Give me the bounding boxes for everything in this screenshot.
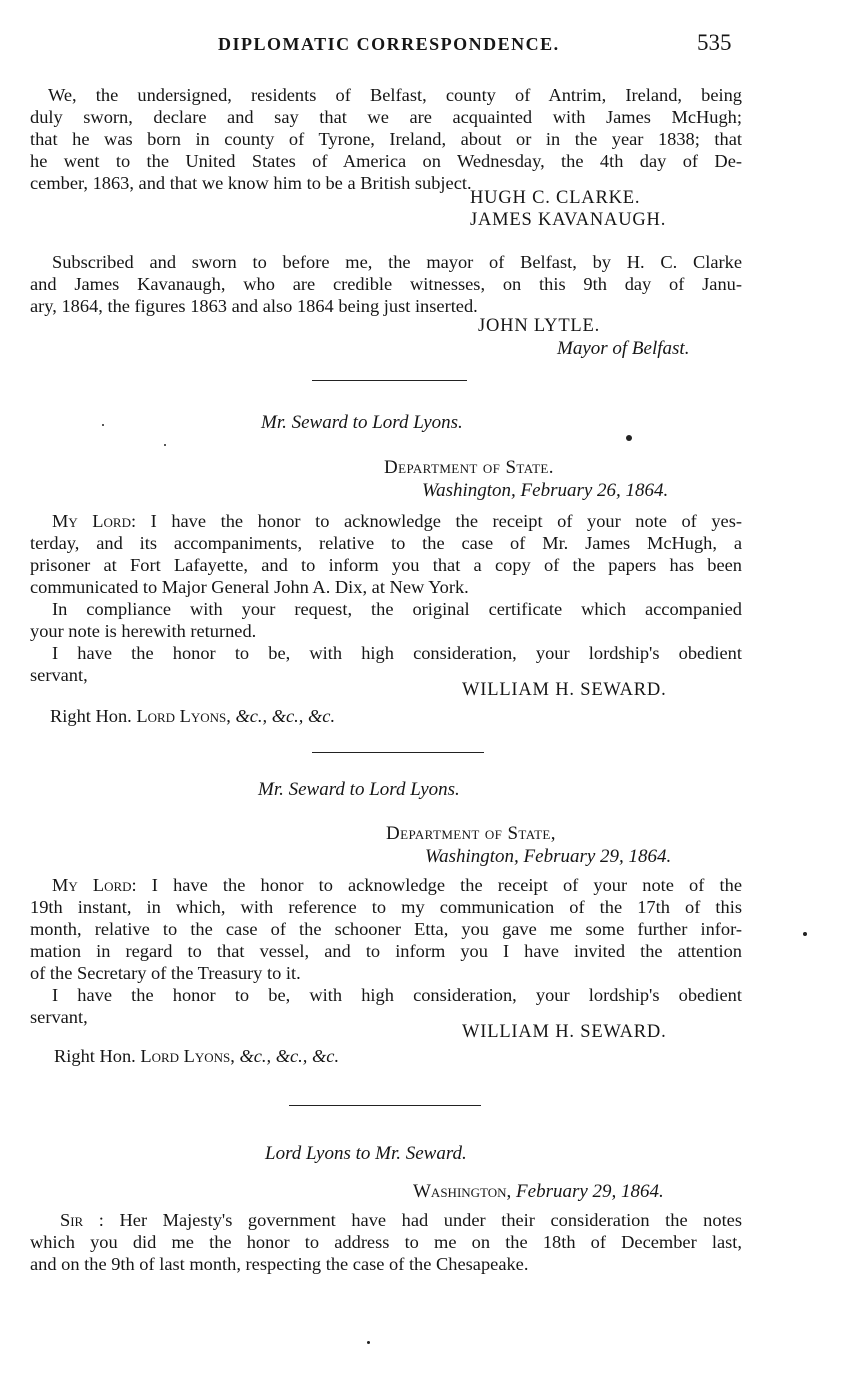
text-line: I have the honor to be, with high consideration, your lordship's obedient (52, 985, 742, 1005)
text-line (30, 510, 742, 532)
text-line: ary, 1864, the figures 1863 and also 1864 being just inserted. (30, 296, 478, 317)
text-line: month, relative to the case of the schooner Etta, you gave me some further infor- (30, 919, 742, 940)
jurat-paragraph (30, 251, 742, 317)
signatory-william-seward: WILLIAM H. SEWARD. (462, 680, 667, 700)
text-line: he went to the United States of America on Wednesday, the 4th day of De- (30, 151, 742, 172)
addressee-suffix: &c., &c., &c. (230, 706, 336, 726)
addressee-prefix: Right Hon. (50, 706, 137, 726)
text-line: duly sworn, declare and say that we are acquainted with James McHugh; (30, 107, 742, 128)
section-divider (312, 380, 467, 381)
addressee-suffix: &c., &c., &c. (234, 1046, 340, 1066)
text-line: that he was born in county of Tyrone, Ireland, about or in the year 1838; that (30, 129, 742, 150)
ink-speck (803, 932, 807, 936)
dateline (413, 1181, 664, 1203)
signatory-title-mayor: Mayor of Belfast. (557, 338, 690, 359)
text-line: In compliance with your request, the original certificate which accompanied (52, 599, 742, 619)
department-line: Department of State, (386, 823, 556, 844)
dateline-date: February 29, 1864. (511, 1181, 664, 1202)
dateline: Washington, February 26, 1864. (422, 480, 669, 501)
signatory-william-seward: WILLIAM H. SEWARD. (462, 1022, 667, 1042)
text-line: and James Kavanaugh, who are credible witnesses, on this 9th day of Janu- (30, 274, 742, 295)
text-line: cember, 1863, and that we know him to be a British subject. (30, 173, 472, 194)
section-divider (312, 752, 484, 753)
letter-heading: Mr. Seward to Lord Lyons. (258, 779, 460, 800)
text-line: your note is herewith returned. (30, 621, 257, 642)
text-line: terday, and its accompaniments, relative to the case of Mr. James McHugh, a (30, 533, 742, 554)
salutation: Sir : (60, 1210, 104, 1230)
text-line: We, the undersigned, residents of Belfast, county of Antrim, Ireland, being (48, 85, 742, 105)
salutation: My Lord: (52, 875, 137, 895)
addressee-name: Lord Lyons, (140, 1046, 235, 1066)
text-line: servant, (30, 1007, 88, 1028)
letter-heading: Lord Lyons to Mr. Seward. (265, 1143, 467, 1164)
signatory-hugh-clarke: HUGH C. CLARKE. (470, 188, 641, 208)
section-divider (289, 1105, 481, 1106)
text-line: of the Secretary of the Treasury to it. (30, 963, 301, 984)
text-line: prisoner at Fort Lafayette, and to inform you that a copy of the papers has been (30, 555, 742, 576)
text-line: mation in regard to that vessel, and to inform you I have invited the attention (30, 941, 742, 962)
salutation: My Lord: (52, 511, 137, 531)
affidavit-paragraph (30, 84, 742, 194)
dateline-place: Washington, (413, 1181, 512, 1202)
text-line: 19th instant, in which, with reference to my communication of the 17th of this (30, 897, 742, 918)
letter-body-paragraph (30, 1209, 742, 1275)
ink-speck (164, 444, 166, 446)
text-fragment: I have the honor to acknowledge the receipt of your note of the (136, 875, 742, 895)
addressee-line (54, 1046, 339, 1067)
ink-speck (102, 424, 104, 426)
text-line: communicated to Major General John A. Dix, at New York. (30, 577, 469, 598)
text-fragment: I have the honor to acknowledge the receipt of your note of yes- (136, 511, 742, 531)
text-fragment: Her Majesty's government have had under their consideration the notes (103, 1210, 743, 1230)
text-line: servant, (30, 665, 88, 686)
addressee-prefix: Right Hon. (54, 1046, 141, 1066)
text-line: and on the 9th of last month, respecting the case of the Chesapeake. (30, 1254, 529, 1275)
dateline: Washington, February 29, 1864. (425, 846, 672, 867)
ink-speck (626, 435, 632, 441)
running-header-title: DIPLOMATIC CORRESPONDENCE. (218, 34, 560, 54)
ink-speck (367, 1341, 370, 1344)
text-line: Subscribed and sworn to before me, the mayor of Belfast, by H. C. Clarke (52, 252, 742, 272)
page-number: 535 (697, 30, 732, 55)
text-line (30, 1209, 742, 1231)
signatory-james-kavanaugh: JAMES KAVANAUGH. (470, 210, 667, 230)
department-line: Department of State. (384, 457, 554, 478)
signatory-john-lytle: JOHN LYTLE. (478, 316, 601, 336)
letter-body-paragraph (30, 598, 742, 642)
addressee-line (50, 706, 335, 727)
text-line (30, 874, 742, 896)
addressee-name: Lord Lyons, (136, 706, 231, 726)
text-line: I have the honor to be, with high consideration, your lordship's obedient (52, 643, 742, 663)
text-line: which you did me the honor to address to me on the 18th of December last, (30, 1232, 742, 1253)
letter-body-paragraph (30, 874, 742, 984)
letter-heading: Mr. Seward to Lord Lyons. (261, 412, 463, 433)
letter-body-paragraph (30, 510, 742, 598)
